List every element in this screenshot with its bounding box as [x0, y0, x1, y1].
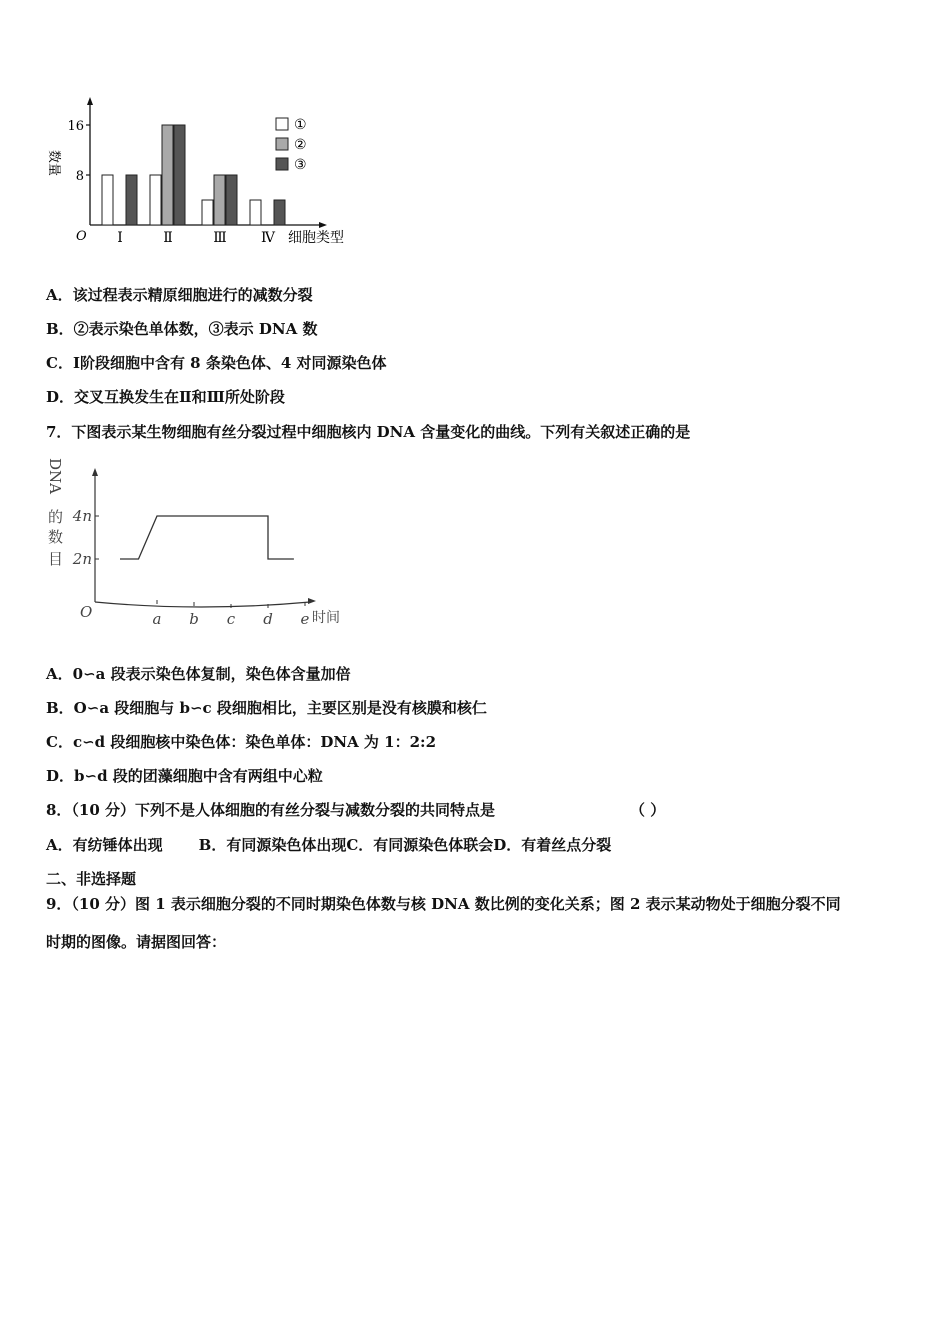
y-axis-label-dna: DNA	[46, 458, 64, 494]
q8-stem: 8．（10 分）下列不是人体细胞的有丝分裂与减数分裂的共同特点是	[46, 801, 496, 819]
x-tick-label: a	[152, 610, 162, 628]
y-axis-label: 数量	[46, 150, 61, 177]
x-tick-label: c	[226, 610, 236, 628]
bar-③-Ⅱ	[174, 125, 185, 225]
x-tick-labels	[117, 230, 276, 246]
q9-line-2: 时期的图像。请据图回答：	[46, 933, 227, 951]
x-tick-label: e	[300, 610, 310, 628]
legend-swatch	[276, 158, 288, 170]
q7-option-b: B．O∽a 段细胞与 b∽c 段细胞相比，主要区别是没有核膜和核仁	[46, 699, 487, 717]
y-axis	[92, 468, 98, 602]
q8-option-d: D．有着丝点分裂	[493, 836, 612, 854]
y-axis-label-de: 的	[48, 508, 64, 526]
x-tick-label: Ⅱ	[163, 230, 173, 246]
y-axis-label-shu: 数	[48, 528, 64, 546]
x-axis	[95, 598, 316, 607]
y-tick-label: 4n	[72, 507, 92, 525]
q7-option-c: C．c∽d 段细胞核中染色体：染色单体：DNA 为 1：2:2	[46, 733, 437, 751]
q8-answer-paren: （ ）	[630, 801, 666, 819]
x-tick-label: Ⅳ	[261, 230, 275, 246]
q6-option-b: B．②表示染色单体数，③表示 DNA 数	[46, 320, 318, 338]
x-axis-label: 细胞类型	[288, 230, 344, 246]
q8-options	[46, 835, 611, 855]
cell-type-bar-chart	[40, 92, 370, 252]
origin-label: O	[76, 229, 87, 244]
q7-stem: 7．下图表示某生物细胞有丝分裂过程中细胞核内 DNA 含量变化的曲线。下列有关叙述正确的是	[46, 423, 691, 441]
bar-③-Ⅲ	[226, 175, 237, 225]
q9-line-1: 9．（10 分）图 1 表示细胞分裂的不同时期染色体数与核 DNA 数比例的变化关系；图 2 表示某动物处于细胞分裂不同	[46, 895, 841, 913]
y-tick-label: 2n	[72, 550, 92, 568]
bar-②-Ⅱ	[162, 125, 173, 225]
bar-①-Ⅲ	[202, 200, 213, 225]
legend	[276, 117, 307, 173]
dna-content-line-chart	[40, 452, 360, 632]
legend-label: ①	[294, 117, 307, 133]
legend-label: ③	[294, 157, 307, 173]
y-axis	[87, 97, 93, 225]
q8-option-b: B．有同源染色体出现	[198, 836, 347, 854]
bar-③-Ⅰ	[126, 175, 137, 225]
dna-content-curve	[120, 516, 294, 559]
q6-option-d: D．交叉互换发生在Ⅱ和Ⅲ所处阶段	[46, 388, 285, 406]
x-tick-label: d	[263, 610, 273, 628]
legend-swatch	[276, 118, 288, 130]
bar-③-Ⅳ	[274, 200, 285, 225]
q6-option-c: C．Ⅰ阶段细胞中含有 8 条染色体、4 对同源染色体	[46, 354, 387, 372]
legend-swatch	[276, 138, 288, 150]
bar-②-Ⅲ	[214, 175, 225, 225]
x-tick-label: Ⅰ	[117, 230, 123, 246]
section-heading: 二、非选择题	[46, 870, 137, 888]
bar-①-Ⅰ	[102, 175, 113, 225]
y-tick-label: 16	[67, 119, 84, 134]
y-ticks	[67, 119, 90, 184]
y-axis-label-mu: 目	[48, 550, 64, 568]
x-axis-label: 时间	[312, 610, 340, 626]
bar-①-Ⅱ	[150, 175, 161, 225]
x-tick-label: Ⅲ	[213, 230, 227, 246]
q6-option-a: A．该过程表示精原细胞进行的减数分裂	[46, 286, 313, 304]
origin-label: O	[80, 603, 93, 621]
x-tick-label: b	[189, 610, 199, 628]
q7-option-d: D．b∽d 段的团藻细胞中含有两组中心粒	[46, 767, 323, 785]
q7-option-a: A．0∽a 段表示染色体复制，染色体含量加倍	[46, 665, 351, 683]
bar-①-Ⅳ	[250, 200, 261, 225]
bars	[102, 125, 285, 225]
q8-option-a: A．有纺锤体出现	[46, 836, 163, 854]
y-tick-label: 8	[75, 169, 84, 184]
q8-option-c: C．有同源染色体联会	[346, 836, 494, 854]
legend-label: ②	[294, 137, 307, 153]
